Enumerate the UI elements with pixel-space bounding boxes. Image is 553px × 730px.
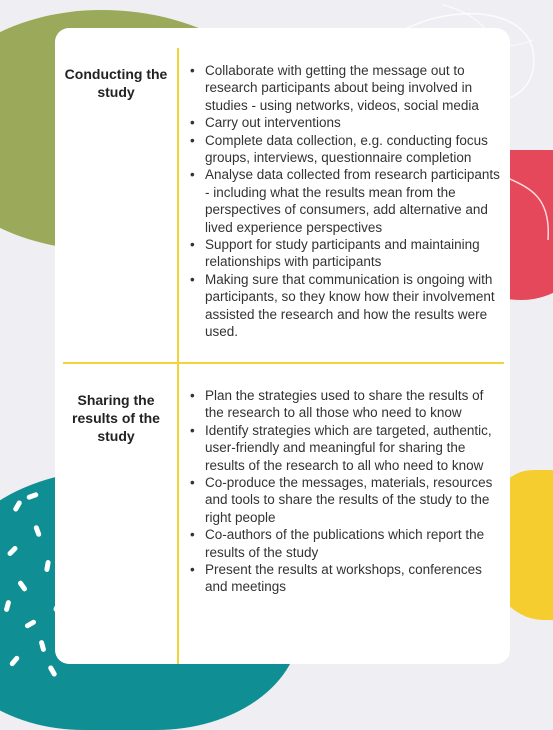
heading-line: study bbox=[97, 428, 135, 444]
horizontal-divider bbox=[63, 362, 504, 364]
list-item: • Identify strategies which are targeted, authentic, user-friendly and meaningful for sharing the results of the research to all who need to know bbox=[205, 422, 505, 474]
vertical-divider bbox=[177, 48, 179, 664]
section-heading-conducting bbox=[55, 65, 177, 101]
sharing-list bbox=[205, 387, 505, 596]
list-item: • Present the results at workshops, conferences and meetings bbox=[205, 561, 505, 596]
list-item: • Co-authors of the publications which report the results of the study bbox=[205, 526, 505, 561]
list-item: • Co-produce the messages, materials, resources and tools to share the results of the study to the right people bbox=[205, 474, 505, 526]
content-card bbox=[55, 28, 510, 664]
section-heading-sharing bbox=[55, 391, 177, 445]
list-item: • Making sure that communication is ongoing with participants, so they know how their involvement assisted the research and how the results were used. bbox=[205, 271, 505, 341]
list-item: • Support for study participants and maintaining relationships with participants bbox=[205, 236, 505, 271]
list-item: • Analyse data collected from research participants - including what the results mean from the perspectives of consumers, add alternative and lived experience perspectives bbox=[205, 166, 505, 236]
heading-line: Conducting the bbox=[64, 66, 168, 82]
list-item: • Plan the strategies used to share the results of the research to all those who need to know bbox=[205, 387, 505, 422]
conducting-list bbox=[205, 62, 505, 341]
heading-line: Sharing the bbox=[77, 392, 155, 408]
list-item: • Collaborate with getting the message out to research participants about being involved in studies - using networks, videos, social media bbox=[205, 62, 505, 114]
heading-line: study bbox=[97, 84, 135, 100]
list-item: • Complete data collection, e.g. conducting focus groups, interviews, questionnaire completion bbox=[205, 132, 505, 167]
list-item: • Carry out interventions bbox=[205, 114, 505, 131]
heading-line: results of the bbox=[72, 410, 160, 426]
